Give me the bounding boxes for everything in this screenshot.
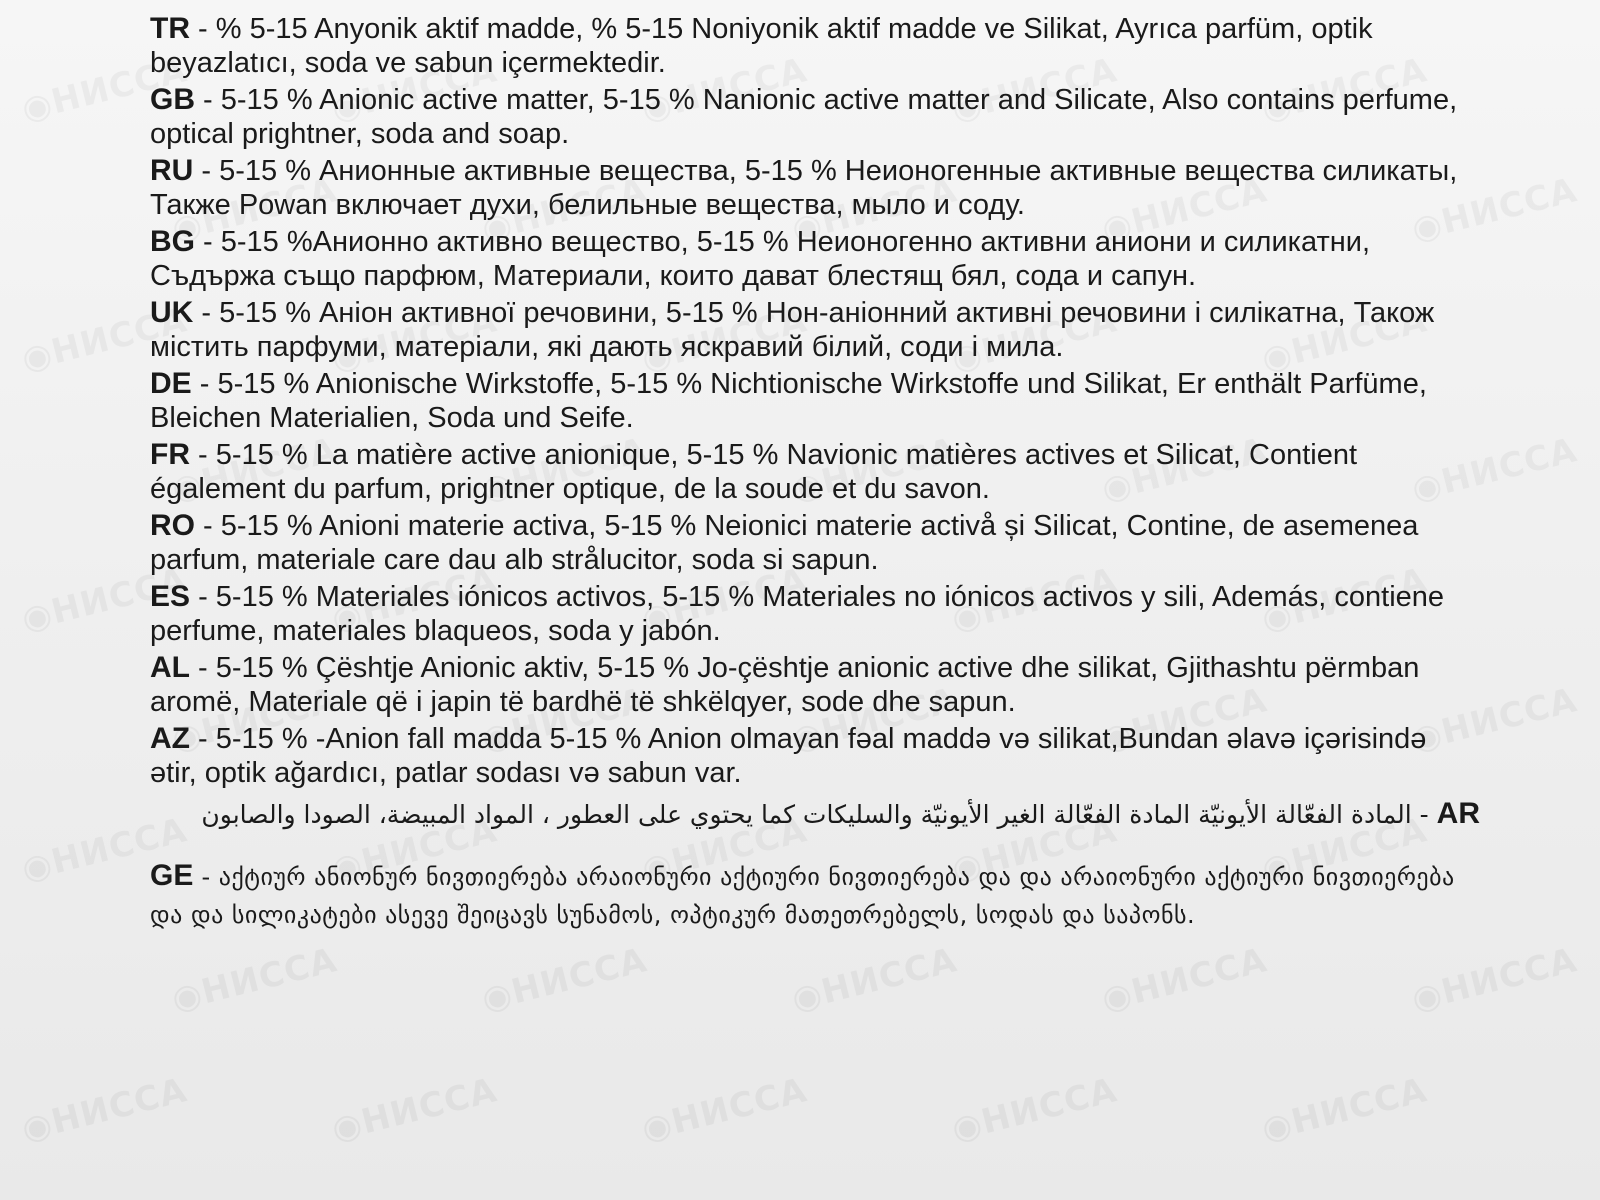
language-code: BG (150, 225, 195, 258)
entry-text: - 5-15 % Анионные активные вещества, 5-15 % Неионогенные активные вещества силикаты, Также Powan включает духи, белильные вещества, мыло и соду. (150, 155, 1458, 221)
entry-al (150, 651, 1480, 719)
entry-gb (150, 83, 1480, 151)
entry-ge (150, 857, 1480, 934)
language-code: GB (150, 83, 195, 116)
entry-es (150, 580, 1480, 648)
entry-de (150, 367, 1480, 435)
entry-ro (150, 509, 1480, 577)
language-code: DE (150, 367, 192, 400)
language-code: AL (150, 651, 190, 684)
language-code: UK (150, 296, 194, 329)
entry-uk (150, 296, 1480, 364)
entry-text: - 5-15 % Anionic active matter, 5-15 % Nanionic active matter and Silicate, Also contains perfume, optical prightner, soda and soap. (150, 84, 1458, 150)
entry-text: - 5-15 % -Anion fall madda 5-15 % Anion olmayan fəal maddə və silikat,Bundan əlavə içərisində ətir, optik ağardıcı, patlar sodası və sabun var. (150, 723, 1427, 789)
language-code: GE (150, 859, 194, 892)
entry-az (150, 722, 1480, 790)
language-code: RO (150, 509, 195, 542)
entry-bg (150, 225, 1480, 293)
entry-text: - % 5-15 Anyonik aktif madde, % 5-15 Noniyonik aktif madde ve Silikat, Ayrıca parfüm, optik beyazlatıcı, soda ve sabun içermektedir. (150, 13, 1373, 79)
entry-text: - المادة الفعّالة الأيونيّة المادة الفعّالة الغير الأيونيّة والسليكات كما يحتوي على العطور ، المواد المبيضة، الصودا والصابون (201, 800, 1437, 829)
language-code: RU (150, 154, 194, 187)
language-code: AR (1436, 797, 1480, 830)
language-code: FR (150, 438, 190, 471)
entry-fr (150, 438, 1480, 506)
language-code: AZ (150, 722, 190, 755)
entry-text: - აქტიურ ანიონურ ნივთიერება არაიონური აქტიური ნივთიერება და და არაიონური აქტიური ნივთიერება და და სილიკატები ასევე შეიცავს სუნამოს, ოპტიკურ მათეთრებელს, სოდას და საპონს. (150, 863, 1455, 929)
entry-ar (150, 794, 1480, 835)
ingredients-label (150, 12, 1480, 937)
entry-ru (150, 154, 1480, 222)
entry-tr (150, 12, 1480, 80)
language-code: TR (150, 12, 190, 45)
entry-text: - 5-15 % La matière active anionique, 5-15 % Navionic matières actives et Silicat, Contient également du parfum, prightner optique, de la soude et du savon. (150, 439, 1358, 505)
entry-text: - 5-15 % Materiales iónicos activos, 5-15 % Materiales no iónicos activos y sili, Además, contiene perfume, materiales blaqueos, soda y jabón. (150, 581, 1445, 647)
entry-text: - 5-15 % Аніон активної речовини, 5-15 % Нон-аніонний активні речовини і силікатна, Також містить парфуми, матеріали, які дають яскравий білий, соди і мила. (150, 297, 1435, 363)
language-code: ES (150, 580, 191, 613)
entry-text: - 5-15 % Çështje Anionic aktiv, 5-15 % Jo-çështje anionic active dhe silikat, Gjithashtu përmban aromë, Materiale që i japin të bardhë të shkëlqyer, sode dhe sapun. (150, 652, 1420, 718)
entry-text: - 5-15 % Anionische Wirkstoffe, 5-15 % Nichtionische Wirkstoffe und Silikat, Er enthält Parfüme, Bleichen Materialien, Soda und Seife. (150, 368, 1427, 434)
entry-text: - 5-15 % Anioni materie activa, 5-15 % Neionici materie activå și Silicat, Contine, de asemenea parfum, materiale care dau alb strålucitor, soda si sapun. (150, 510, 1419, 576)
entry-text: - 5-15 %Анионно активно вещество, 5-15 % Неионогенно активни аниони и силикатни, Съдържа също парфюм, Материали, които дават блестящ бял, сода и сапун. (150, 226, 1371, 292)
